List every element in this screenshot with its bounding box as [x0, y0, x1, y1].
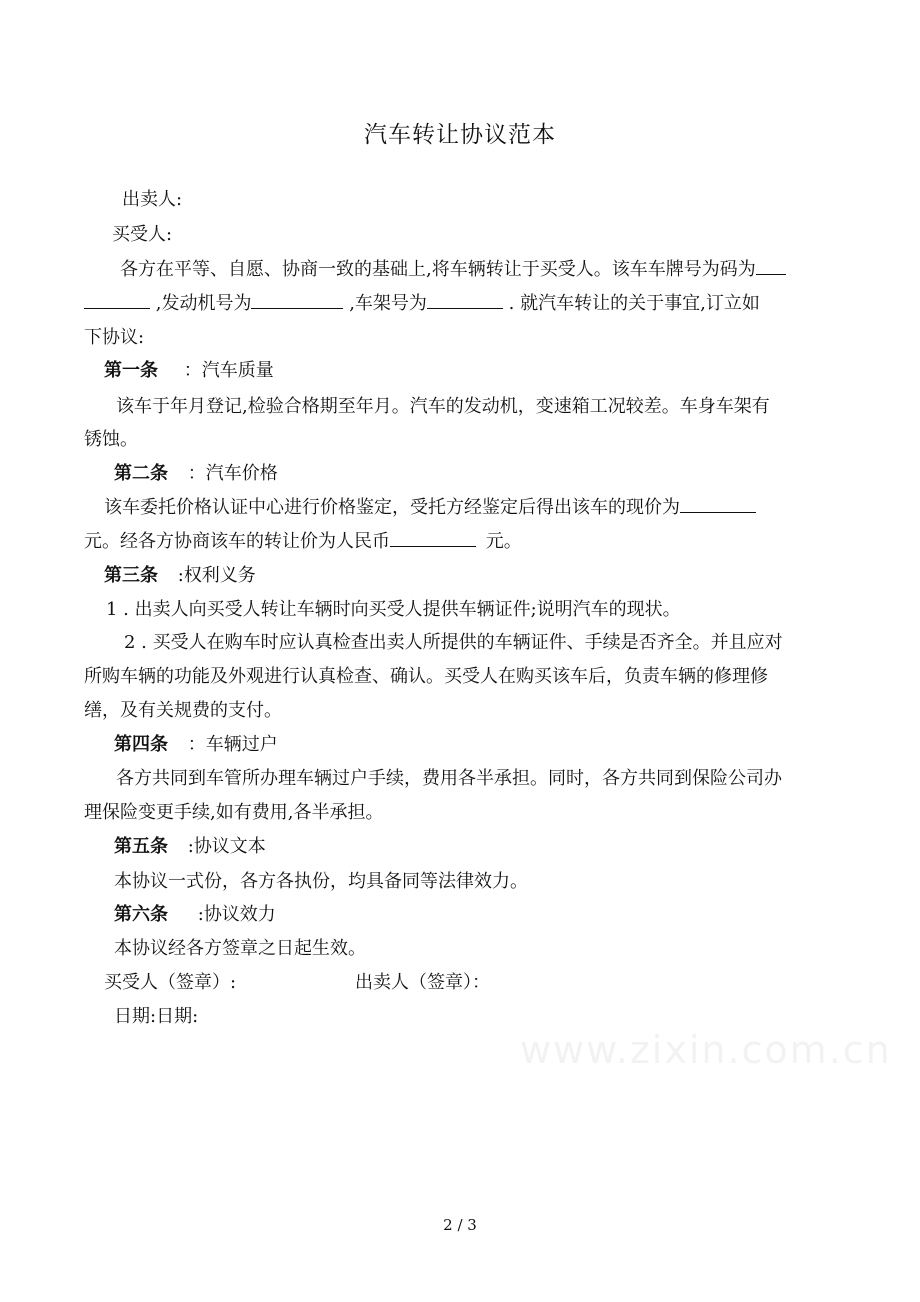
- buyer-label: 买受人:: [112, 224, 173, 245]
- buyer-signature-label: 买受人（签章）:: [104, 972, 237, 993]
- frame-number-blank: [427, 294, 503, 309]
- appraised-price-blank: [680, 498, 756, 513]
- article-4-heading: 第四条 ：车辆过户: [114, 734, 278, 755]
- intro-text-2: . 就汽车转让的关于事宜,订立如: [508, 293, 760, 314]
- article-1-line-2: 锈蚀。: [84, 429, 138, 450]
- engine-label: ,发动机号为: [155, 293, 252, 314]
- article-3-item-1: 1 . 出卖人向买受人转让车辆时向买受人提供车辆证件;说明汽车的现状。: [106, 599, 681, 620]
- article-4-line-1: 各方共同到车管所办理车辆过户手续，费用各半承担。同时，各方共同到保险公司办: [116, 768, 782, 789]
- intro-line-2: [84, 292, 760, 316]
- article-3-number: 第三条: [104, 565, 158, 586]
- article-1-heading: 第一条 ：汽车质量: [104, 360, 274, 381]
- page-number: 2 / 3: [443, 1216, 477, 1234]
- article-3-item-2-line-1: 2 . 买受人在购车时应认真检查出卖人所提供的车辆证件、手续是否齐全。并且应对: [124, 632, 783, 653]
- article-6-heading: 第六条 :协议效力: [114, 904, 276, 925]
- watermark: www.zixin.com.cn: [520, 1028, 892, 1072]
- article-4-number: 第四条: [114, 734, 168, 755]
- article-4-name: 车辆过户: [205, 734, 278, 755]
- intro-line-1: [120, 258, 786, 282]
- article-6-number: 第六条: [114, 904, 168, 925]
- article-5-heading: 第五条 :协议文本: [114, 836, 266, 857]
- transfer-price-blank: [390, 532, 476, 547]
- engine-number-blank: [251, 294, 343, 309]
- article-2-number: 第二条: [114, 463, 168, 484]
- seller-label: 出卖人:: [122, 189, 183, 210]
- article-5-line-1: 本协议一式份，各方各执份，均具备同等法律效力。: [114, 871, 528, 892]
- article-5-number: 第五条: [114, 836, 168, 857]
- seller-signature-label: 出卖人（签章）：: [355, 972, 490, 993]
- date-line: 日期:日期:: [114, 1006, 199, 1027]
- intro-text-1: 各方在平等、自愿、协商一致的基础上,将车辆转让于买受人。该车车牌号为码为: [120, 259, 756, 280]
- article-3-name: 权利义务: [183, 565, 256, 586]
- article-6-line-1: 本协议经各方签章之日起生效。: [114, 938, 366, 959]
- article-3-item-2-line-2: 所购车辆的功能及外观进行认真检查、确认。买受人在购买该车后，负责车辆的修理修: [84, 666, 768, 687]
- plate-number-blank: [756, 260, 786, 275]
- article-6-name: 协议效力: [203, 904, 276, 925]
- article-3-heading: 第三条 :权利义务: [104, 565, 256, 586]
- article-5-name: 协议文本: [193, 836, 266, 857]
- article-2-line-2: 元。经各方协商该车的转让价为人民币 元。: [84, 531, 522, 552]
- article-3-item-2-line-3: 缮，及有关规费的支付。: [84, 700, 282, 721]
- frame-label: ,车架号为: [349, 293, 427, 314]
- article-4-line-2: 理保险变更手续,如有费用,各半承担。: [84, 802, 384, 823]
- article-1-name: 汽车质量: [201, 360, 274, 381]
- document-title: 汽车转让协议范本: [364, 122, 556, 148]
- article-2-line-1: 该车委托价格认证中心进行价格鉴定，受托方经鉴定后得出该车的现价为: [104, 496, 756, 520]
- article-2-heading: 第二条 ：汽车价格: [114, 463, 278, 484]
- intro-line-3: 下协议:: [84, 327, 145, 348]
- article-2-name: 汽车价格: [205, 463, 278, 484]
- article-1-line-1: 该车于年月登记,检验合格期至年月。汽车的发动机，变速箱工况较差。车身车架有: [116, 396, 770, 417]
- article-1-number: 第一条: [104, 360, 158, 381]
- plate-number-blank-cont: [84, 294, 150, 309]
